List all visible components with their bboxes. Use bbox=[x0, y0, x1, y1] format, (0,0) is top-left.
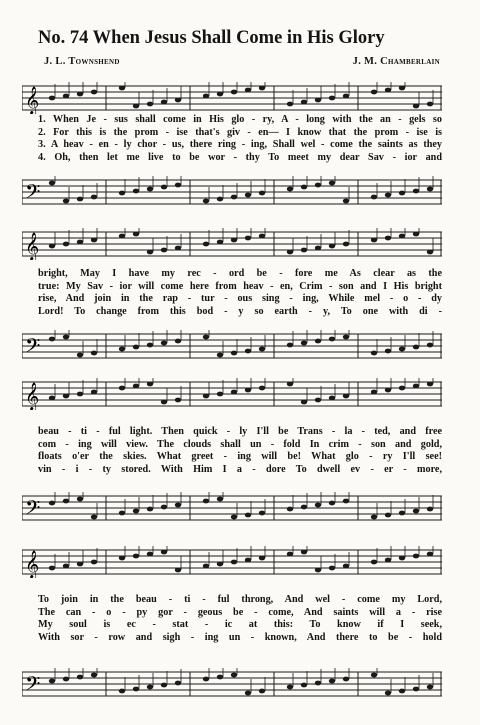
lyric-verse-2: true: My Sav - ior will come here from heav - en, Crim - son and I His bright bbox=[38, 280, 442, 292]
treble-staff bbox=[22, 228, 442, 260]
bass-staff bbox=[22, 668, 442, 700]
lyric-verse-1: To join in the beau - ti - ful throng, And wel - come my Lord, bbox=[38, 594, 442, 605]
lyric-verse-1: beau - ti - ful light. Then quick - ly I'll be Trans - la - ted, and free bbox=[38, 426, 442, 437]
svg-text:𝄞: 𝄞 bbox=[25, 232, 40, 260]
lyric-verse-4: With sor - row and sigh - ing un - known, And there to be - hold bbox=[38, 631, 442, 643]
bass-staff bbox=[22, 330, 442, 362]
lyric-verse-3: My soul is ec - stat - ic at this: To know if I seek, bbox=[38, 619, 442, 631]
svg-text:𝄞: 𝄞 bbox=[25, 382, 40, 410]
music-system-2 bbox=[22, 222, 442, 372]
lyric-verse-4: 4. Oh, then let me live to be wor - thy To meet my dear Sav - ior and bbox=[38, 151, 442, 163]
lyric-verse-1: bright, May I have my rec - ord be - fore me As clear as the bbox=[38, 268, 442, 279]
bass-staff bbox=[22, 176, 442, 208]
lyric-verse-4: vin - i - ty stored. With Him I a - dore To dwell ev - er - more, bbox=[38, 463, 442, 475]
lyric-verse-2: 2. For this is the prom - ise that's giv - en— I know that the prom - ise is bbox=[38, 126, 442, 138]
lyric-verse-2: The can - o - py gor - geous be - come, And saints will a - rise bbox=[38, 606, 442, 618]
author-credit: J. L. Townshend bbox=[44, 56, 120, 67]
treble-staff bbox=[22, 378, 442, 410]
lyric-verse-3: 3. A heav - en - ly chor - us, there ring - ing, Shall wel - come the saints as they bbox=[38, 139, 442, 151]
svg-text:𝄢: 𝄢 bbox=[25, 672, 41, 700]
composer-credit: J. M. Chamberlain bbox=[352, 56, 440, 67]
hymn-title: No. 74 When Jesus Shall Come in His Glory bbox=[38, 28, 385, 48]
lyric-verse-1: 1. When Je - sus shall come in His glo - ry, A - long with the an - gels so bbox=[38, 114, 442, 125]
lyrics-block bbox=[38, 426, 442, 476]
svg-text:𝄢: 𝄢 bbox=[25, 180, 41, 208]
lyric-verse-4: Lord! To change from this bod - y so earth - y, To one with di - bbox=[38, 305, 442, 317]
lyric-verse-3: floats o'er the skies. What greet - ing will be! What glo - ry I'll see! bbox=[38, 451, 442, 463]
lyrics-block bbox=[38, 268, 442, 318]
lyrics-block bbox=[38, 114, 442, 164]
bass-staff bbox=[22, 492, 442, 524]
svg-text:𝄢: 𝄢 bbox=[25, 496, 41, 524]
treble-staff bbox=[22, 82, 442, 114]
svg-text:𝄢: 𝄢 bbox=[25, 334, 41, 362]
music-system-4 bbox=[22, 540, 442, 715]
treble-staff bbox=[22, 546, 442, 578]
lyrics-block bbox=[38, 594, 442, 644]
lyric-verse-3: rise, And join in the rap - tur - ous sing - ing, While mel - o - dy bbox=[38, 293, 442, 305]
music-system-3 bbox=[22, 372, 442, 532]
music-system-1 bbox=[22, 76, 442, 238]
lyric-verse-2: com - ing will view. The clouds shall un - fold In crim - son and gold, bbox=[38, 438, 442, 450]
svg-text:𝄞: 𝄞 bbox=[25, 550, 40, 578]
svg-text:𝄞: 𝄞 bbox=[25, 86, 40, 114]
